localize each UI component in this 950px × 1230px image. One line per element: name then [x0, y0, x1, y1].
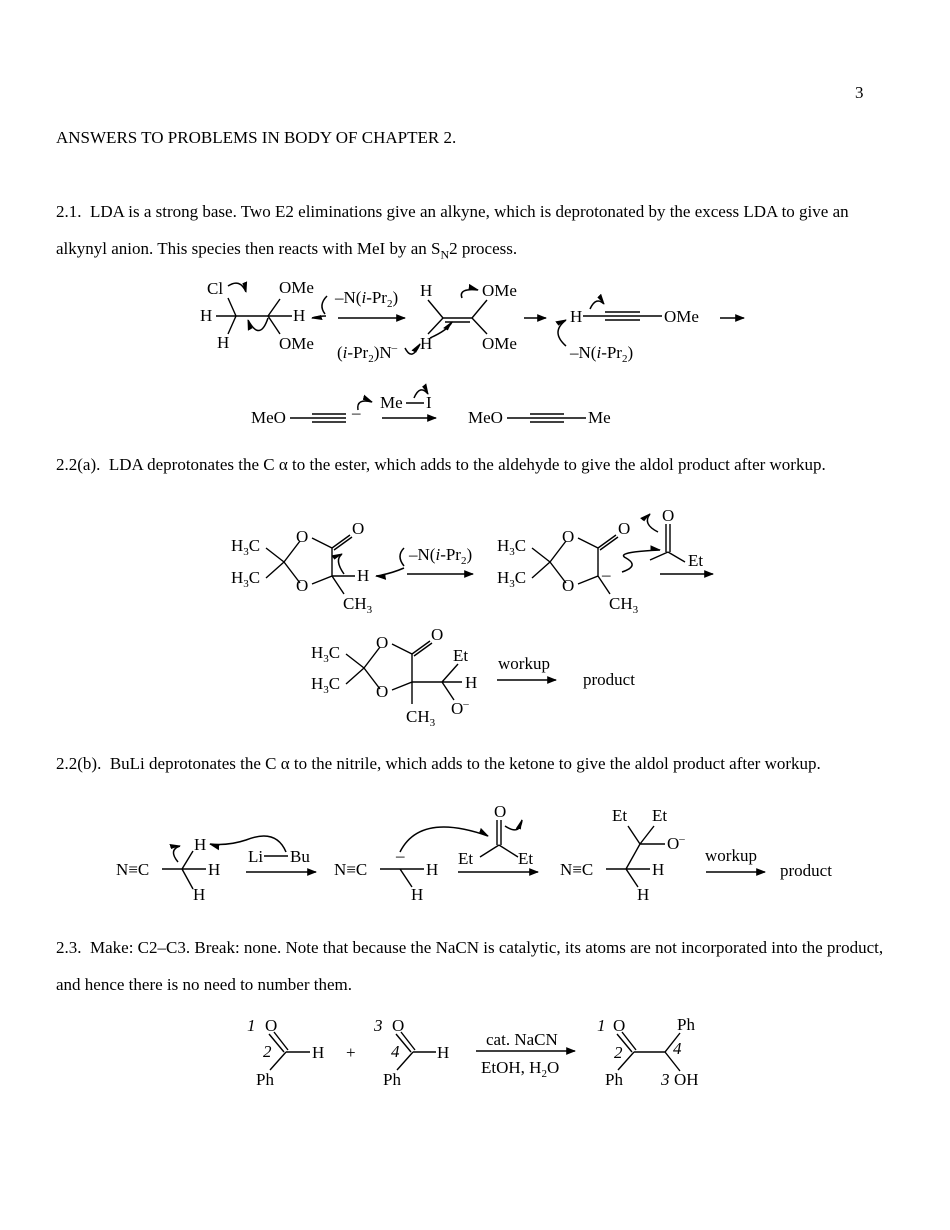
reagent: N(	[343, 288, 362, 307]
atom-label: MeO	[468, 408, 503, 427]
reagent: -Pr	[601, 343, 622, 362]
atom-label: H	[217, 333, 230, 352]
scheme-2-2a	[231, 506, 713, 729]
problem-body: Make: C2–C3. Break: none. Note that because the NaCN is catalytic, its atoms are not incorporated into the product, and hence there is no need to number them.	[56, 938, 884, 994]
reagent-label	[569, 343, 633, 365]
atom-label: Et	[652, 806, 668, 825]
catalyst-label: cat. NaCN	[486, 1030, 558, 1049]
atom-label: H	[420, 281, 433, 300]
problem-id: 2.2(a).	[56, 455, 101, 474]
atom-label: O	[265, 1016, 278, 1035]
atom-label: O	[618, 519, 631, 538]
subscript: 2	[386, 298, 393, 310]
reagent: )	[392, 288, 399, 307]
atom-label: Ph	[605, 1070, 623, 1089]
scheme-2-1-row2	[251, 390, 611, 427]
atom-label: O	[613, 1016, 626, 1035]
minus-sign: –	[570, 343, 579, 362]
problem-body-end: 2 process.	[449, 239, 518, 258]
atom-label: Et	[458, 849, 474, 868]
atom-label: I	[426, 393, 432, 412]
atom-label: MeO	[251, 408, 286, 427]
minus-sign: –	[396, 846, 405, 865]
atom-number: 1	[597, 1016, 606, 1035]
atom-label: OMe	[279, 334, 314, 353]
atom-label: N≡C	[560, 860, 594, 879]
atom-label: $H_3C$	[497, 568, 527, 590]
atom-label: $CH_3$	[609, 594, 639, 616]
reagent: )N	[373, 343, 392, 362]
atom-label: O	[392, 1016, 405, 1035]
problem-id: 2.2(b).	[56, 754, 102, 773]
reagent-label: $-N(i-Pr_2)$	[409, 545, 473, 567]
scheme-2-3	[247, 1015, 699, 1089]
reagent-label	[337, 342, 398, 365]
atom-label: H	[293, 306, 306, 325]
reagent: )	[627, 343, 634, 362]
atom-label: O	[376, 682, 389, 701]
atom-label: H	[200, 306, 213, 325]
atom-label: OH	[674, 1070, 699, 1089]
plus-sign: +	[346, 1043, 356, 1062]
atom-label: N≡C	[334, 860, 368, 879]
atom-label: O	[431, 625, 444, 644]
atom-label: H	[193, 885, 206, 904]
atom-label: O	[352, 519, 365, 538]
atom-label: Ph	[677, 1015, 695, 1034]
page-number: 3	[855, 83, 864, 102]
atom-label: O	[494, 802, 507, 821]
reagent: -Pr	[366, 288, 387, 307]
atom-label: Ph	[256, 1070, 274, 1089]
atom-label: H	[357, 566, 370, 585]
product-label: product	[780, 861, 832, 880]
atom-label: $H_3C$	[231, 536, 261, 558]
atom-label: O	[296, 576, 309, 595]
atom-label: Et	[453, 646, 469, 665]
workup-label: workup	[705, 846, 757, 865]
atom-label: H	[637, 885, 650, 904]
subscript: 2	[368, 353, 374, 365]
problem-body: LDA is a strong base. Two E2 eliminations give an alkyne, which is deprotonated by the excess LDA to give an alkynyl anion. This species then reacts with MeI by an S	[56, 202, 849, 258]
atom-label: H	[194, 835, 207, 854]
problem-body: LDA deprotonates the C α to the ester, which adds to the aldehyde to give the aldol product after workup.	[108, 455, 826, 474]
atom-label: O–	[451, 698, 469, 718]
solvent-label: EtOH, $H_2O$	[481, 1058, 560, 1080]
atom-label: $H_3C$	[231, 568, 261, 590]
atom-label: $H_3C$	[311, 674, 341, 696]
reagent: -Pr	[347, 343, 369, 362]
atom-label: OMe	[482, 334, 517, 353]
minus-sign: –	[335, 288, 344, 307]
atom-label: O	[376, 633, 389, 652]
subscript: 2	[621, 353, 628, 365]
problem-id: 2.1.	[56, 202, 82, 221]
atom-label: OMe	[482, 281, 517, 300]
minus-sign: –	[352, 403, 361, 422]
atom-label: $H_3C$	[497, 536, 527, 558]
atom-label: $CH_3$	[343, 594, 373, 616]
atom-label: H	[411, 885, 424, 904]
atom-number: 4	[391, 1042, 400, 1061]
problem-body: BuLi deprotonates the C α to the nitrile, which adds to the ketone to give the aldol product after workup.	[109, 754, 821, 773]
atom-label: OMe	[664, 307, 699, 326]
subscript: N	[440, 247, 450, 262]
atom-label: H	[420, 334, 433, 353]
atom-label: Li	[248, 847, 264, 866]
atom-number: 3	[661, 1070, 670, 1089]
minus-sign: –	[602, 565, 611, 584]
reagent-label	[334, 288, 398, 310]
atom-label: Et	[688, 551, 704, 570]
atom-label: Bu	[290, 847, 310, 866]
atom-label: OMe	[279, 278, 314, 297]
atom-label: H	[652, 860, 665, 879]
section-heading: ANSWERS TO PROBLEMS IN BODY OF CHAPTER 2.	[56, 128, 457, 147]
product-label: product	[583, 670, 635, 689]
scheme-2-1-row1	[200, 278, 744, 365]
reagent: N(	[578, 343, 597, 362]
atom-label: Me	[588, 408, 611, 427]
atom-label: $H_3C$	[311, 643, 341, 665]
atom-label: O–	[667, 833, 685, 853]
atom-label: Et	[518, 849, 534, 868]
atom-label: O	[562, 527, 575, 546]
atom-label: O	[562, 576, 575, 595]
atom-number: 4	[673, 1039, 682, 1058]
atom-label: H	[570, 307, 583, 326]
problem-id: 2.3.	[56, 938, 82, 957]
atom-label: Cl	[207, 279, 224, 298]
reagent-italic: i	[596, 343, 602, 362]
atom-number: 2	[614, 1043, 623, 1062]
reagent: (	[337, 343, 343, 362]
atom-label: H	[465, 673, 478, 692]
atom-number: 1	[247, 1016, 256, 1035]
reagent-italic: i	[342, 343, 348, 362]
atom-label: $CH_3$	[406, 707, 436, 729]
reagent-italic: i	[361, 288, 367, 307]
workup-label: workup	[498, 654, 550, 673]
atom-label: H	[208, 860, 221, 879]
atom-label: H	[426, 860, 439, 879]
atom-number: 3	[374, 1016, 383, 1035]
atom-label: Ph	[383, 1070, 401, 1089]
atom-number: 2	[263, 1042, 272, 1061]
superscript: –	[391, 342, 398, 354]
atom-label: Me	[380, 393, 403, 412]
atom-label: H	[312, 1043, 325, 1062]
atom-label: H	[437, 1043, 450, 1062]
atom-label: O	[296, 527, 309, 546]
atom-label: Et	[612, 806, 628, 825]
atom-label: O	[662, 506, 675, 525]
atom-label: N≡C	[116, 860, 150, 879]
scheme-2-2b	[116, 802, 832, 904]
